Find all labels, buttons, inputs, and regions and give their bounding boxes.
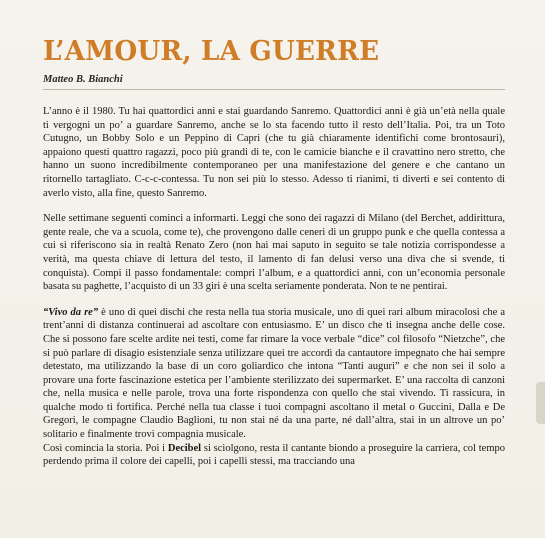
article-title: L’AMOUR, LA GUERRE — [43, 36, 380, 67]
page-edge-mark — [536, 382, 545, 424]
paragraph-1: L’anno è il 1980. Tu hai quattordici anni e stai guardando Sanremo. Quattordici anni è già un’età nella quale ti vergogni un po’ a guardare Sanremo, anche se lo sta facendo tutto il resto dell’Italia. Poi, tra un Toto Cutugno, un Bobby Solo e un Peppino di Capri (che tu già chiaramente identifichi come brontosauri), appaiono questi quattro ragazzi, poco più grandi di te, con le camicie bianche e il cravattino nero stretto, che hanno un suono incredibilmente contemporaneo per una manifestazione del genere e che cantano un ritornello tartagliato. C-c-c-contessa. Tu non sei più lo stesso. Adesso ti rianimi, ti diverti e sei contento di averlo visto, alla fine, questo Sanremo. — [43, 106, 505, 199]
album-title: “Vivo da re” — [43, 306, 99, 318]
paragraph-3 — [43, 306, 505, 442]
paragraph-4 — [43, 442, 505, 469]
divider — [43, 89, 505, 90]
paragraph-3-text: è uno di quei dischi che resta nella tua storia musicale, uno di quei rari album miracolosi che a trent’anni di distanza continuerai ad ascoltare con entusiasmo. E’ un disco che ti insegna anche delle cose. Che si possono fare scelte ardite nei testi, come far rimare la voce verbale “dice” col filosofo “Nietzche”, che si può parlare di disagio esistenziale senza utilizzare quei tre accordi da cantautore impegnato che hai sempre detestato, ma utilizzando la base di un coro goliardico che intona “Tanti auguri” e che non sei il solo a provare una forte fascinazione estetica per l’ambiente sterilizzato dei supermarket. E’ una raccolta di canzoni che, nella musica e nelle parole, trova una forte rispondenza con quello che stai vivendo. Ti rassicura, in qualche modo ti fortifica. Perché nella tua classe i tuoi compagni ascoltano il metal o Guccini, Dalla e De Gregori, le compagne Claudio Baglioni, tu non stai né da una parte, né dall’altra, stai in un altrove un po’ solitario e finalmente trovi compagnia musicale. — [43, 306, 505, 441]
paragraph-4-start: Così comincia la storia. Poi i — [43, 442, 168, 454]
article-author: Matteo B. Bianchi — [43, 74, 123, 85]
band-name: Decibel — [167, 442, 202, 454]
paragraph-2: Nelle settimane seguenti cominci a informarti. Leggi che sono dei ragazzi di Milano (del Berchet, addirittura, gente reale, che va a scuola, come te), che provengono dalle ceneri di un gruppo punk e che quella contessa a cui si riferiscono sia in realtà Renato Zero (non hai mai saputo in seguito se tale notizia corrispondesse a verità, ma questa chiave di lettura del testo, il lamento di fan delusi verso una diva che si svende, ti conquista). Compi il passo fondamentale: compri l’album, e a quattordici anni, con un’economia personale basata su paghette, l’acquisto di un 33 giri è una scelta seriamente ponderata. Non te ne pentirai. — [43, 213, 505, 293]
paragraph-4-end: si sciolgono, resta il cantante biondo a proseguire la carriera, col tempo perdendo prima il colore dei capelli, poi i capelli stessi, ma tracciando una — [43, 442, 505, 468]
article-body — [43, 105, 505, 469]
